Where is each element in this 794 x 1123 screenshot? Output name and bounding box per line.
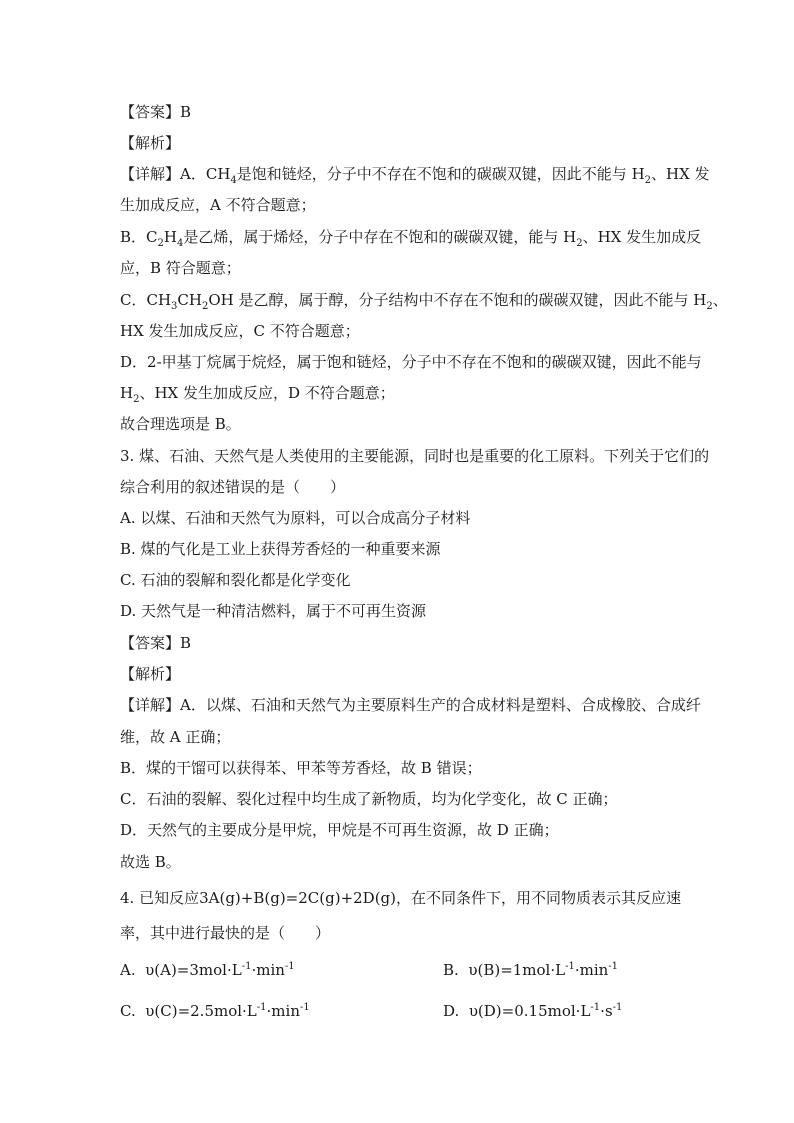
q2-detail-line-8: $H_2$、HX 发生加成反应，D 不符合题意； xyxy=(120,384,395,405)
q2-analysis-label: 【解析】 xyxy=(120,134,181,152)
q3-detail-line-4: C．石油的裂解、裂化过程中均生成了新物质，均为化学变化，故 C 正确； xyxy=(120,790,618,808)
q3-detail-line-2: 维，故 A 正确； xyxy=(120,728,231,746)
q3-option-b: B. 煤的气化是工业上获得芳香烃的一种重要来源 xyxy=(120,540,441,558)
q2-detail-line-6: HX 发生加成反应，C 不符合题意； xyxy=(120,322,360,340)
q3-stem-line-2: 综合利用的叙述错误的是（ ） xyxy=(120,478,346,496)
answer-value: B xyxy=(180,103,192,121)
q2-detail-line-3: B．$C_2H_4$是乙烯，属于烯烃，分子中存在不饱和的碳碳双键，能与 $H_2$、HX 发生加成反 xyxy=(120,228,702,249)
q4-option-b: B. $\upsilon(B)=1mol\cdot L^{-1}\cdot\min^{-1}$ xyxy=(443,961,619,979)
q4-option-c: C. $\upsilon(C)=2.5mol\cdot L^{-1}\cdot\min^{-1}$ xyxy=(120,1002,310,1020)
q3-answer-line xyxy=(120,633,191,653)
q2-answer-line xyxy=(120,102,191,122)
q3-conclusion: 故选 B。 xyxy=(120,853,181,871)
q3-detail-line-5: D．天然气的主要成分是甲烷，甲烷是不可再生资源，故 D 正确； xyxy=(120,821,559,839)
q2-detail-line-4: 应，B 符合题意； xyxy=(120,259,241,277)
q2-detail-line-5: C．$CH_3CH_2OH$ 是乙醇，属于醇，分子结构中不存在不饱和的碳碳双键，因此不能与 $H_2$、 xyxy=(120,291,728,312)
q4-stem-line-2: 率，其中进行最快的是（ ） xyxy=(120,924,331,942)
q4-option-d: D. $\upsilon(D)=0.15mol\cdot L^{-1}\cdot s^{-1}$ xyxy=(443,1002,623,1020)
q3-option-c: C. 石油的裂解和裂化都是化学变化 xyxy=(120,571,351,589)
q3-option-d: D. 天然气是一种清洁燃料，属于不可再生资源 xyxy=(120,602,427,620)
q4-option-a: A. $\upsilon(A)=3mol\cdot L^{-1}\cdot\min^{-1}$ xyxy=(120,961,295,979)
answer-label: 【答案】 xyxy=(120,634,181,652)
answer-label: 【答案】 xyxy=(120,103,181,121)
reaction-equation: 3A(g)+B(g)=2C(g)+2D(g) xyxy=(199,889,397,907)
q2-detail-line-2: 生加成反应，A 不符合题意； xyxy=(120,196,316,214)
answer-value: B xyxy=(180,634,192,652)
q2-conclusion: 故合理选项是 B。 xyxy=(120,415,241,433)
q2-detail-line-1: 【详解】A．$CH_4$是饱和链烃，分子中不存在不饱和的碳碳双键，因此不能与 $H_2$、HX 发 xyxy=(120,165,710,186)
q4-stem-line-1: 4. 已知反应3A(g)+B(g)=2C(g)+2D(g)，在不同条件下，用不同物质表示其反应速 xyxy=(120,889,682,907)
q3-analysis-label: 【解析】 xyxy=(120,665,181,683)
q3-detail-line-1: 【详解】A．以煤、石油和天然气为主要原料生产的合成材料是塑料、合成橡胶、合成纤 xyxy=(120,696,701,714)
q3-stem-line-1: 3. 煤、石油、天然气是人类使用的主要能源，同时也是重要的化工原料。下列关于它们的 xyxy=(120,447,710,465)
q3-detail-line-3: B．煤的干馏可以获得苯、甲苯等芳香烃，故 B 错误； xyxy=(120,759,482,777)
q2-detail-line-7: D．2-甲基丁烷属于烷烃，属于饱和链烃，分子中不存在不饱和的碳碳双键，因此不能与 xyxy=(120,353,702,371)
q3-option-a: A. 以煤、石油和天然气为原料，可以合成高分子材料 xyxy=(120,509,471,527)
